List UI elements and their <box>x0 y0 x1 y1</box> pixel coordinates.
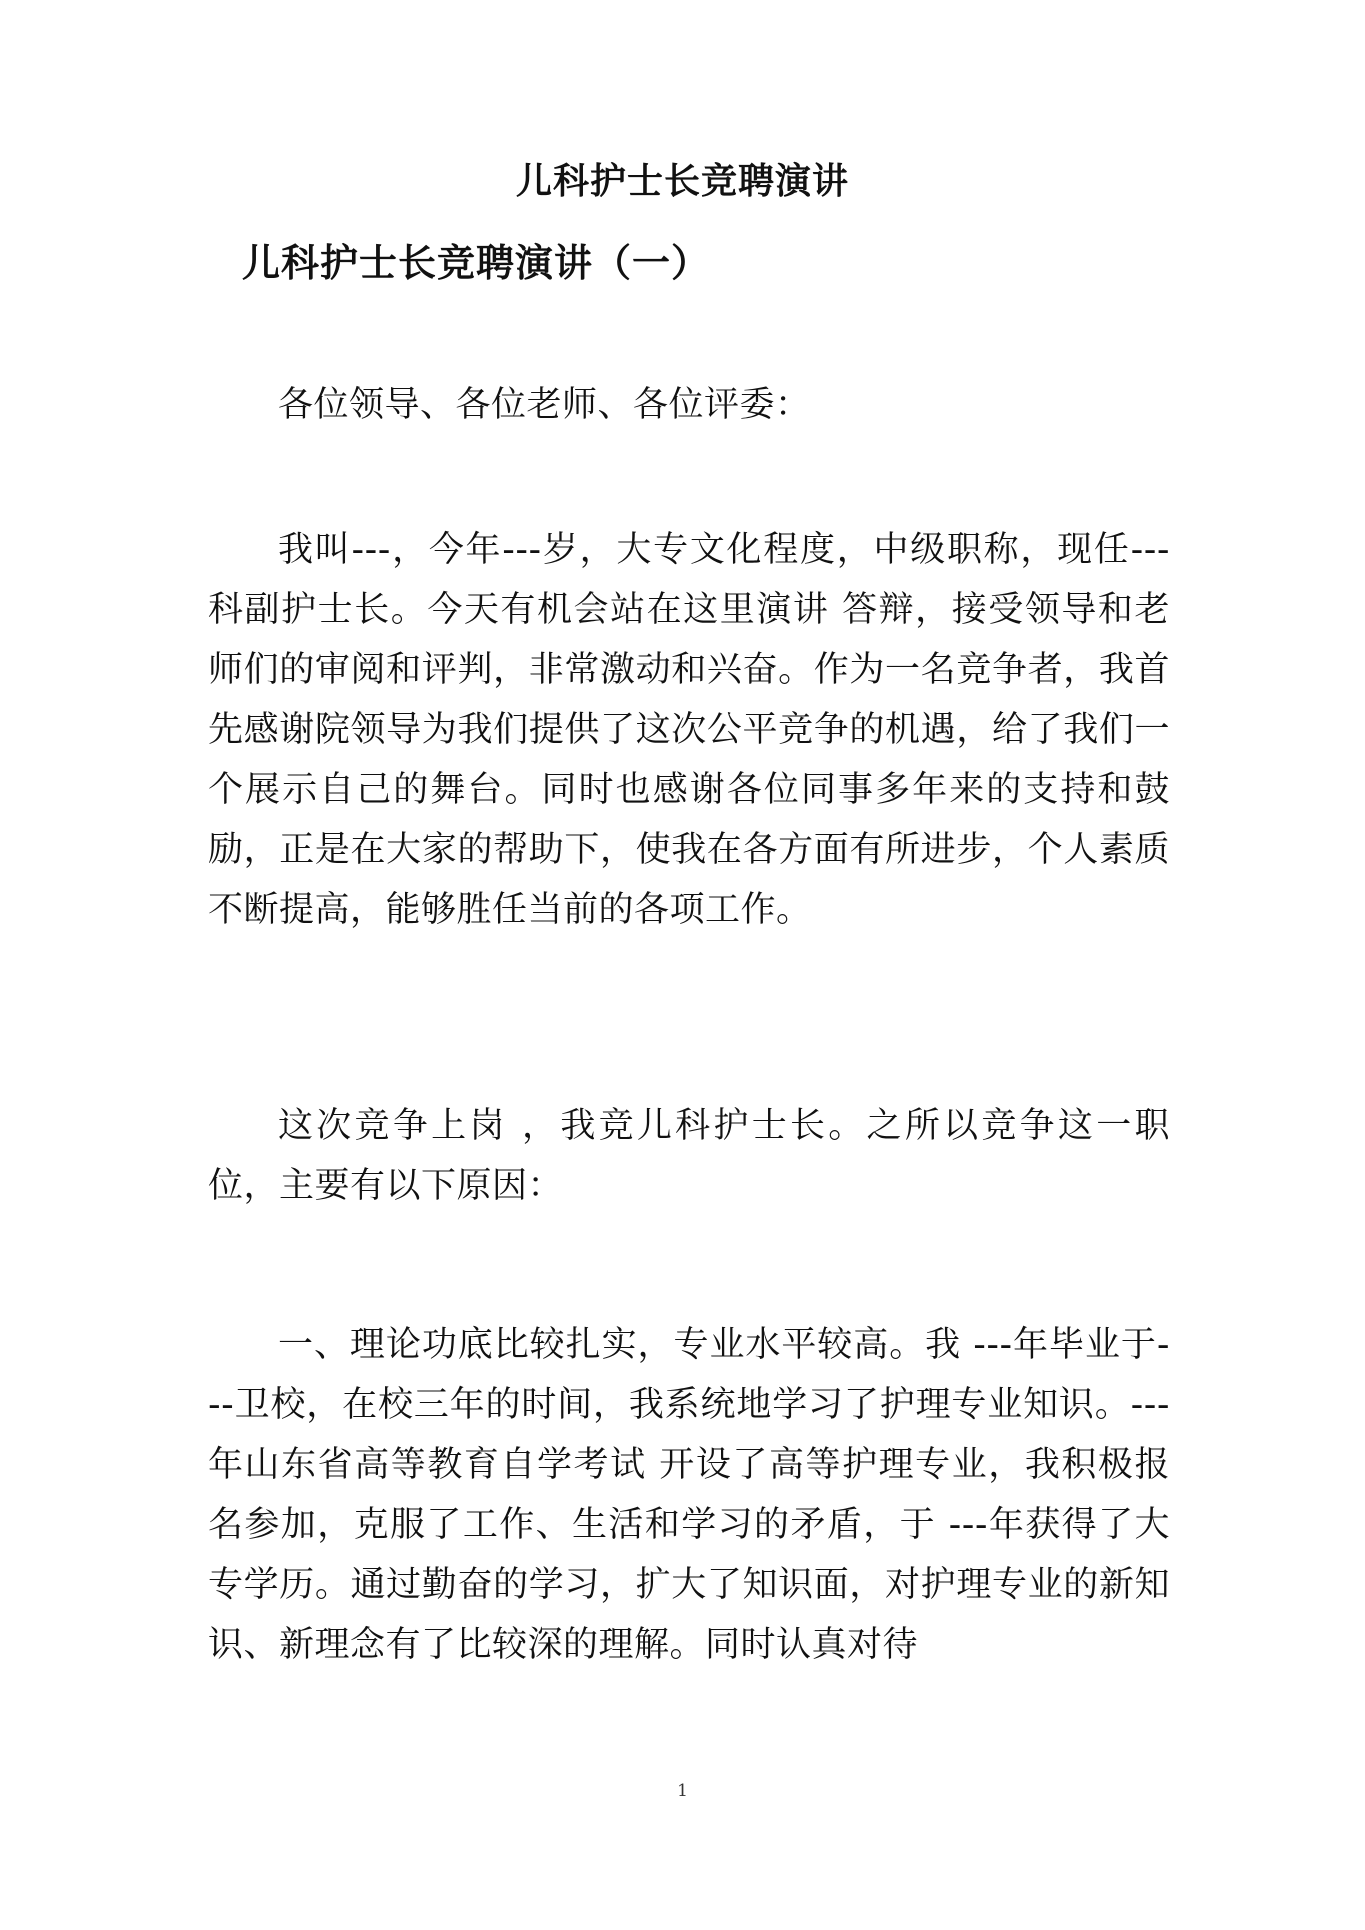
paragraph-reason-one: 一、理论功底比较扎实，专业水平较高。我 ---年毕业于---卫校，在校三年的时间，我系统地学习了护理专业知识。---年山东省高等教育自学考试 开设了高等护理专业，我积极报名参加，克服了工作、生活和学习的矛盾，于 ---年获得了大专学历。通过勤奋的学习，扩大了知识面，对护理专业的新知识、新理念有了比较深的理解。同时认真对待 <box>208 1325 1170 1665</box>
paragraph-reasons-intro: 这次竞争上岗 ，我竞儿科护士长。之所以竞争这一职位，主要有以下原因： <box>208 1106 1170 1206</box>
page-number: 1 <box>677 1781 688 1801</box>
document-title: 儿科护士长竞聘演讲 <box>515 161 849 202</box>
paragraph-salutation: 各位领导、各位老师、各位评委： <box>278 385 811 425</box>
section-title: 儿科护士长竞聘演讲（一） <box>242 241 711 285</box>
paragraph-introduction: 我叫---，今年---岁，大专文化程度，中级职称，现任---科副护士长。今天有机会站在这里演讲 答辩，接受领导和老师们的审阅和评判，非常激动和兴奋。作为一名竞争者，我首先感谢院领导为我们提供了这次公平竞争的机遇，给了我们一个展示自己的舞台。同时也感谢各位同事多年来的支持和鼓励，正是在大家的帮助下，使我在各方面有所进步，个人素质不断提高，能够胜任当前的各项工作。 <box>208 530 1170 930</box>
